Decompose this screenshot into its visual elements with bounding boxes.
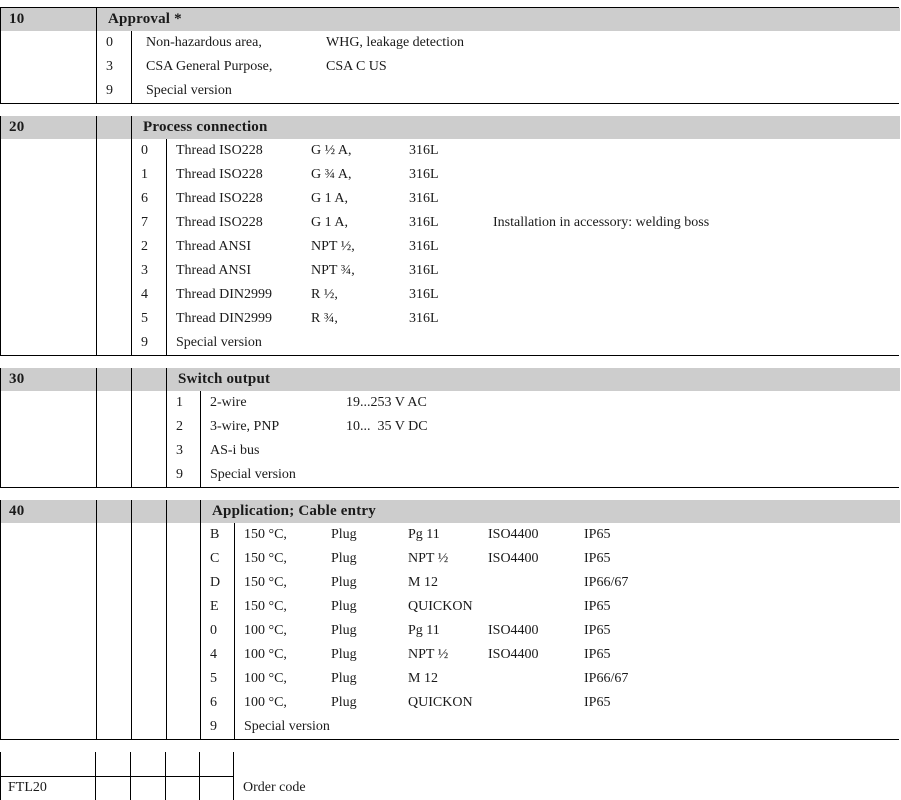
section-header xyxy=(1,116,900,139)
option-desc: 316L xyxy=(409,263,439,278)
option-desc: Special version xyxy=(146,83,232,98)
option-desc: QUICKON xyxy=(408,599,473,614)
option-code: 9 xyxy=(210,719,217,734)
option-desc: 2-wire xyxy=(210,395,247,410)
grid-line xyxy=(165,752,166,776)
option-row xyxy=(1,235,900,259)
option-desc: WHG, leakage detection xyxy=(326,35,464,50)
option-desc: ISO4400 xyxy=(488,647,539,662)
option-code: 4 xyxy=(210,647,217,662)
option-desc: AS-i bus xyxy=(210,443,260,458)
option-desc: Thread ISO228 xyxy=(176,191,263,206)
option-desc: 150 °C, xyxy=(244,575,287,590)
option-desc: Pg 11 xyxy=(408,623,440,638)
option-desc: IP66/67 xyxy=(584,671,629,686)
option-desc: IP65 xyxy=(584,599,611,614)
option-desc: IP65 xyxy=(584,527,611,542)
option-desc: 100 °C, xyxy=(244,623,287,638)
option-desc: R ½, xyxy=(311,287,338,302)
option-desc: Thread ISO228 xyxy=(176,215,263,230)
option-row xyxy=(1,439,900,463)
option-code: 3 xyxy=(141,263,148,278)
option-row xyxy=(1,331,900,355)
option-desc: NPT ½ xyxy=(408,647,449,662)
option-code: 7 xyxy=(141,215,148,230)
grid-line xyxy=(131,116,132,139)
order-code-label: Order code xyxy=(243,780,306,795)
option-desc: ISO4400 xyxy=(488,527,539,542)
option-desc: IP65 xyxy=(584,623,611,638)
option-desc: G ¾ A, xyxy=(311,167,352,182)
option-code: E xyxy=(210,599,219,614)
option-row xyxy=(1,31,900,55)
option-desc: Plug xyxy=(331,671,357,686)
option-row xyxy=(1,595,900,619)
option-desc: R ¾, xyxy=(311,311,338,326)
option-code: 1 xyxy=(141,167,148,182)
option-desc: G 1 A, xyxy=(311,215,348,230)
option-desc: 316L xyxy=(409,287,439,302)
option-code: 2 xyxy=(141,239,148,254)
section-id: 30 xyxy=(9,371,25,387)
section-id: 40 xyxy=(9,503,25,519)
option-desc: 150 °C, xyxy=(244,599,287,614)
grid-line xyxy=(96,8,97,31)
section-options xyxy=(1,523,900,739)
grid-line xyxy=(95,752,96,776)
option-desc: IP65 xyxy=(584,647,611,662)
option-desc: Thread DIN2999 xyxy=(176,287,273,302)
section-title: Switch output xyxy=(178,371,271,387)
option-desc: 316L xyxy=(409,239,439,254)
grid-line xyxy=(0,776,1,800)
grid-line xyxy=(0,776,234,777)
option-desc: IP65 xyxy=(584,551,611,566)
option-desc: NPT ½ xyxy=(408,551,449,566)
option-row xyxy=(1,79,900,103)
option-desc: Installation in accessory: welding boss xyxy=(493,215,710,230)
option-desc: Thread ANSI xyxy=(176,239,252,254)
option-desc: Plug xyxy=(331,551,357,566)
grid-line xyxy=(233,752,234,776)
section-id: 10 xyxy=(9,11,25,27)
option-row xyxy=(1,163,900,187)
order-code-footer xyxy=(0,752,899,800)
option-desc: Special version xyxy=(210,467,296,482)
option-code: 5 xyxy=(141,311,148,326)
option-row xyxy=(1,187,900,211)
option-code: 9 xyxy=(176,467,183,482)
section-title: Process connection xyxy=(143,119,268,135)
section-20 xyxy=(0,116,899,356)
option-code: 6 xyxy=(210,695,217,710)
option-desc: ISO4400 xyxy=(488,623,539,638)
option-code: 0 xyxy=(106,35,113,50)
grid-line xyxy=(200,500,201,523)
option-desc: CSA General Purpose, xyxy=(146,59,273,74)
option-row xyxy=(1,391,900,415)
option-row xyxy=(1,259,900,283)
section-40 xyxy=(0,500,899,740)
option-desc: 316L xyxy=(409,143,439,158)
option-desc: M 12 xyxy=(408,671,438,686)
option-desc: CSA C US xyxy=(326,59,387,74)
option-code: 4 xyxy=(141,287,148,302)
option-desc: 150 °C, xyxy=(244,551,287,566)
feature-sections xyxy=(0,7,899,740)
option-code: 3 xyxy=(176,443,183,458)
option-desc: NPT ½, xyxy=(311,239,355,254)
option-code: 5 xyxy=(210,671,217,686)
option-desc: Plug xyxy=(331,647,357,662)
option-row xyxy=(1,139,900,163)
option-desc: Special version xyxy=(244,719,330,734)
grid-line xyxy=(96,500,97,523)
option-desc: Plug xyxy=(331,527,357,542)
option-row xyxy=(1,667,900,691)
option-desc: 316L xyxy=(409,311,439,326)
section-header xyxy=(1,368,900,391)
option-row xyxy=(1,415,900,439)
option-desc: NPT ¾, xyxy=(311,263,355,278)
option-row xyxy=(1,571,900,595)
option-code: 0 xyxy=(210,623,217,638)
grid-line xyxy=(199,776,200,800)
section-options xyxy=(1,31,900,103)
grid-line xyxy=(166,368,167,391)
order-code-table xyxy=(0,7,899,800)
option-row xyxy=(1,643,900,667)
code-grid-spacer-row xyxy=(0,752,899,776)
option-desc: Thread ISO228 xyxy=(176,167,263,182)
grid-line xyxy=(166,500,167,523)
option-code: 3 xyxy=(106,59,113,74)
option-desc: Non-hazardous area, xyxy=(146,35,262,50)
option-desc: 316L xyxy=(409,215,439,230)
option-desc: G ½ A, xyxy=(311,143,352,158)
option-desc: 316L xyxy=(409,167,439,182)
section-header xyxy=(1,8,900,31)
option-desc: Plug xyxy=(331,575,357,590)
option-row xyxy=(1,211,900,235)
section-header xyxy=(1,500,900,523)
option-row xyxy=(1,523,900,547)
option-desc: G 1 A, xyxy=(311,191,348,206)
option-desc: M 12 xyxy=(408,575,438,590)
grid-line xyxy=(131,500,132,523)
option-code: 9 xyxy=(106,83,113,98)
section-options xyxy=(1,139,900,355)
option-desc: Plug xyxy=(331,623,357,638)
section-30 xyxy=(0,368,899,488)
option-desc: 100 °C, xyxy=(244,647,287,662)
grid-line xyxy=(130,776,131,800)
option-code: 1 xyxy=(176,395,183,410)
option-desc: 19...253 V AC xyxy=(346,395,427,410)
option-desc: 150 °C, xyxy=(244,527,287,542)
option-code: 9 xyxy=(141,335,148,350)
model-code: FTL20 xyxy=(8,780,47,795)
option-row xyxy=(1,547,900,571)
option-desc: 100 °C, xyxy=(244,671,287,686)
option-row xyxy=(1,619,900,643)
option-desc: Plug xyxy=(331,599,357,614)
grid-line xyxy=(0,752,1,776)
option-desc: QUICKON xyxy=(408,695,473,710)
option-desc: Special version xyxy=(176,335,262,350)
option-desc: Thread ANSI xyxy=(176,263,252,278)
option-row xyxy=(1,55,900,79)
grid-line xyxy=(130,752,131,776)
section-title: Approval * xyxy=(108,11,182,27)
option-desc: Plug xyxy=(331,695,357,710)
option-desc: 3-wire, PNP xyxy=(210,419,280,434)
option-row xyxy=(1,463,900,487)
option-desc: ISO4400 xyxy=(488,551,539,566)
option-code: 0 xyxy=(141,143,148,158)
grid-line xyxy=(165,776,166,800)
grid-line xyxy=(96,368,97,391)
option-desc: 10... 35 V DC xyxy=(346,419,428,434)
option-code: D xyxy=(210,575,221,590)
grid-line xyxy=(96,116,97,139)
order-code-row xyxy=(0,776,899,800)
option-desc: Thread ISO228 xyxy=(176,143,263,158)
section-title: Application; Cable entry xyxy=(212,503,376,519)
option-desc: 316L xyxy=(409,191,439,206)
option-desc: IP65 xyxy=(584,695,611,710)
section-10 xyxy=(0,7,899,104)
grid-line xyxy=(233,776,234,800)
grid-line xyxy=(131,368,132,391)
grid-line xyxy=(95,776,96,800)
option-row xyxy=(1,307,900,331)
section-id: 20 xyxy=(9,119,25,135)
option-row xyxy=(1,283,900,307)
option-code: 6 xyxy=(141,191,148,206)
option-desc: 100 °C, xyxy=(244,695,287,710)
section-options xyxy=(1,391,900,487)
option-desc: Pg 11 xyxy=(408,527,440,542)
option-row xyxy=(1,715,900,739)
option-desc: Thread DIN2999 xyxy=(176,311,273,326)
option-code: B xyxy=(210,527,220,542)
grid-line xyxy=(199,752,200,776)
option-code: 2 xyxy=(176,419,183,434)
option-code: C xyxy=(210,551,220,566)
option-row xyxy=(1,691,900,715)
option-desc: IP66/67 xyxy=(584,575,629,590)
